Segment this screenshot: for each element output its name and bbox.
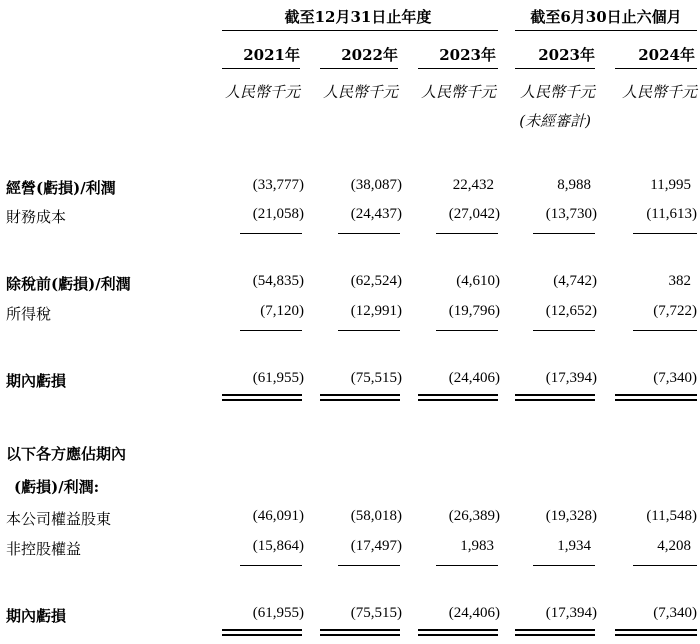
cell-value: 382: [668, 273, 691, 289]
total-double-rule: [320, 629, 400, 631]
subtotal-rule: [338, 233, 400, 234]
total-double-rule: [515, 399, 595, 401]
year-rule: [615, 68, 697, 69]
cell-value: (13,730): [545, 206, 597, 222]
total-double-rule: [320, 634, 400, 636]
total-double-rule: [222, 634, 302, 636]
subtotal-rule: [436, 565, 498, 566]
row-label-pretax-profit: 除稅前(虧損)/利潤: [6, 275, 131, 293]
cell-value: 1,983: [460, 538, 494, 554]
cell-value: (15,864): [252, 538, 304, 554]
cell-value: (75,515): [350, 605, 402, 621]
year-rule: [418, 68, 498, 69]
total-double-rule: [615, 394, 697, 396]
subtotal-rule: [436, 330, 498, 331]
unaudited-note: (未經審計): [519, 112, 591, 130]
total-double-rule: [222, 394, 302, 396]
cell-value: (7,120): [260, 303, 304, 319]
row-label-period-loss: 期內虧損: [6, 372, 67, 390]
subtotal-rule: [240, 233, 302, 234]
total-double-rule: [320, 399, 400, 401]
cell-value: (17,394): [545, 605, 597, 621]
total-double-rule: [320, 394, 400, 396]
total-double-rule: [418, 394, 498, 396]
section-heading-attributable-sub: (虧損)/利潤:: [14, 478, 100, 496]
cell-value: (75,515): [350, 370, 402, 386]
cell-value: (4,742): [553, 273, 597, 289]
section-heading-attributable: 以下各方應佔期內: [6, 445, 127, 463]
year-header-2023-h1: 2023年: [538, 46, 595, 64]
row-label-equity-holders: 本公司權益股東: [6, 510, 112, 528]
row-label-non-controlling: 非控股權益: [6, 540, 82, 558]
subtotal-rule: [240, 565, 302, 566]
total-double-rule: [222, 399, 302, 401]
header-group-half-year: 截至6月30日止六個月: [530, 8, 682, 26]
subtotal-rule: [533, 233, 595, 234]
cell-value: (38,087): [350, 177, 402, 193]
cell-value: (7,722): [653, 303, 697, 319]
cell-value: 1,934: [557, 538, 591, 554]
cell-value: (11,613): [646, 206, 697, 222]
unit-header: 人民幣千元: [420, 83, 496, 101]
subtotal-rule: [533, 330, 595, 331]
cell-value: (58,018): [350, 508, 402, 524]
row-label-income-tax: 所得稅: [6, 305, 52, 323]
header-group-rule-half: [515, 30, 697, 31]
cell-value: (54,835): [252, 273, 304, 289]
cell-value: (61,955): [252, 605, 304, 621]
year-header-2024-h1: 2024年: [638, 46, 695, 64]
total-double-rule: [615, 399, 697, 401]
cell-value: (17,497): [350, 538, 402, 554]
cell-value: (11,548): [646, 508, 697, 524]
cell-value: (27,042): [448, 206, 500, 222]
subtotal-rule: [240, 330, 302, 331]
cell-value: (24,437): [350, 206, 402, 222]
total-double-rule: [515, 394, 595, 396]
year-rule: [320, 68, 398, 69]
cell-value: 11,995: [650, 177, 691, 193]
total-double-rule: [515, 629, 595, 631]
subtotal-rule: [633, 565, 697, 566]
year-header-2022: 2022年: [341, 46, 398, 64]
subtotal-rule: [633, 233, 697, 234]
row-label-operating-profit: 經營(虧損)/利潤: [6, 179, 116, 197]
cell-value: (19,796): [448, 303, 500, 319]
header-group-rule-full: [222, 30, 498, 31]
total-double-rule: [418, 629, 498, 631]
subtotal-rule: [338, 330, 400, 331]
unit-header: 人民幣千元: [519, 83, 595, 101]
cell-value: 8,988: [557, 177, 591, 193]
cell-value: 4,208: [657, 538, 691, 554]
total-double-rule: [418, 634, 498, 636]
total-double-rule: [515, 634, 595, 636]
cell-value: (62,524): [350, 273, 402, 289]
header-group-full-year: 截至12月31日止年度: [284, 8, 432, 26]
cell-value: (26,389): [448, 508, 500, 524]
cell-value: (12,652): [545, 303, 597, 319]
cell-value: (7,340): [653, 370, 697, 386]
row-label-finance-cost: 財務成本: [6, 208, 67, 226]
unit-header: 人民幣千元: [322, 83, 398, 101]
cell-value: (21,058): [252, 206, 304, 222]
row-label-period-loss-total: 期內虧損: [6, 607, 67, 625]
cell-value: (33,777): [252, 177, 304, 193]
year-header-2021: 2021年: [243, 46, 300, 64]
total-double-rule: [418, 399, 498, 401]
year-rule: [222, 68, 300, 69]
cell-value: (24,406): [448, 605, 500, 621]
cell-value: (17,394): [545, 370, 597, 386]
cell-value: (7,340): [653, 605, 697, 621]
cell-value: (24,406): [448, 370, 500, 386]
subtotal-rule: [533, 565, 595, 566]
subtotal-rule: [338, 565, 400, 566]
cell-value: (4,610): [456, 273, 500, 289]
total-double-rule: [222, 629, 302, 631]
unit-header: 人民幣千元: [621, 83, 697, 101]
year-rule: [515, 68, 595, 69]
subtotal-rule: [436, 233, 498, 234]
cell-value: (61,955): [252, 370, 304, 386]
subtotal-rule: [633, 330, 697, 331]
total-double-rule: [615, 629, 697, 631]
cell-value: (19,328): [545, 508, 597, 524]
cell-value: (12,991): [350, 303, 402, 319]
cell-value: (46,091): [252, 508, 304, 524]
unit-header: 人民幣千元: [224, 83, 300, 101]
year-header-2023: 2023年: [439, 46, 496, 64]
total-double-rule: [615, 634, 697, 636]
cell-value: 22,432: [452, 177, 494, 193]
